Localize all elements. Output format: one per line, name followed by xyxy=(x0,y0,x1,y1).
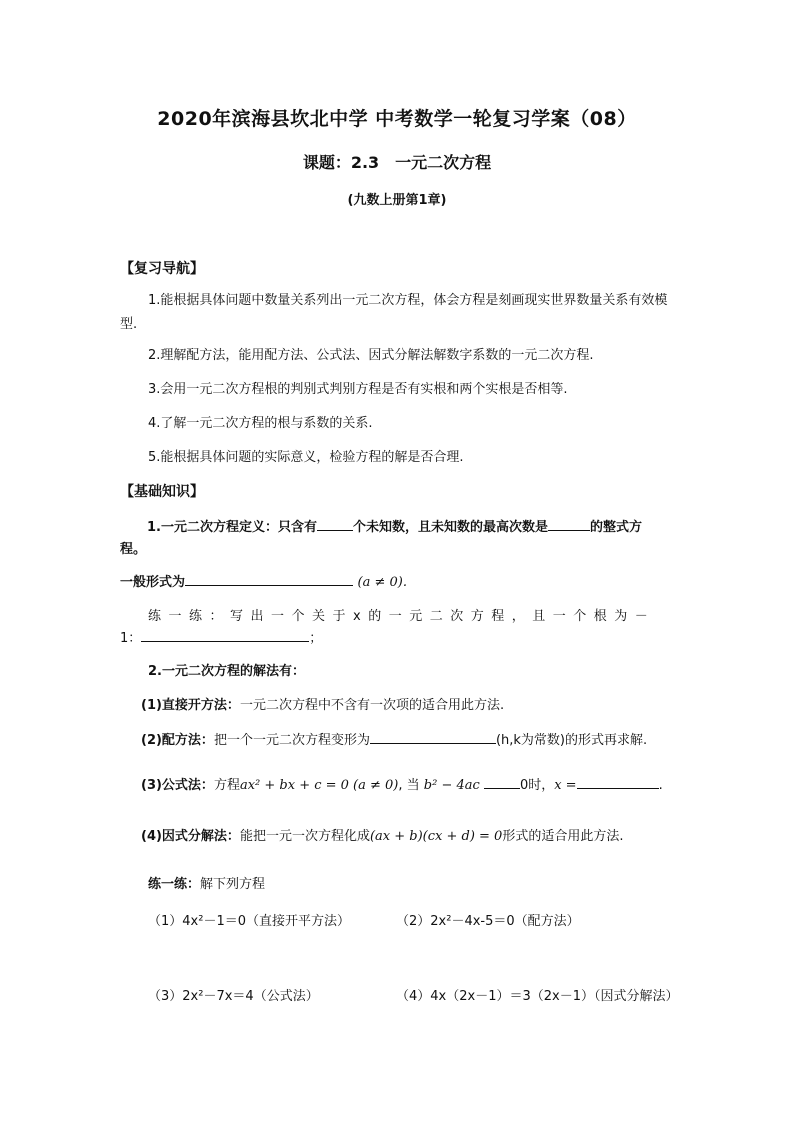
method-3-text-1: 方程 xyxy=(213,778,240,793)
basics-heading: 【基础知识】 xyxy=(120,484,204,500)
problem-1-method: （直接开平方法） xyxy=(246,914,351,929)
practice-one-end: ； xyxy=(309,631,323,646)
practice-one-line-2 xyxy=(120,627,322,646)
method-4 xyxy=(141,825,623,844)
problem-4 xyxy=(396,985,679,1004)
practice-one-prefix: 1： xyxy=(120,631,142,646)
general-form-line xyxy=(120,571,407,590)
page-title: 2020年滨海县坎北中学 中考数学一轮复习学案（08） xyxy=(157,108,637,130)
problem-3-equation: 2x²－7x＝4 xyxy=(182,989,254,1004)
method-3-blank-root[interactable] xyxy=(577,774,659,789)
review-item-3: 3.会用一元二次方程根的判别式判别方程是否有实根和两个实根是否相等. xyxy=(148,382,568,397)
method-2 xyxy=(141,729,647,748)
method-2-tail: (h,k为常数)的形式再求解. xyxy=(495,733,648,748)
general-form-blank[interactable] xyxy=(185,571,353,586)
method-1-text: 一元二次方程中不含有一次项的适合用此方法. xyxy=(239,698,505,713)
method-1-label: (1)直接开方法： xyxy=(141,698,240,713)
chapter-note: (九数上册第1章) xyxy=(347,193,447,208)
general-form-condition: (a ≠ 0). xyxy=(357,575,408,590)
method-3-end: . xyxy=(658,778,663,793)
definition-part-3: 的整式方 xyxy=(590,520,643,535)
method-3 xyxy=(141,774,663,793)
method-3-x: x = xyxy=(554,778,577,793)
method-3-blank-sign[interactable] xyxy=(484,774,520,789)
method-2-text: 把一个一元二次方程变形为 xyxy=(213,733,370,748)
method-1 xyxy=(141,694,504,713)
method-4-text-2: 形式的适合用此方法. xyxy=(502,829,624,844)
problem-2-method: （配方法） xyxy=(514,914,580,929)
review-guide-heading: 【复习导航】 xyxy=(120,261,204,277)
method-3-text-2: , 当 xyxy=(398,778,420,793)
review-item-5: 5.能根据具体问题的实际意义，检验方程的解是否合理. xyxy=(148,450,464,465)
definition-part-1: 1.一元二次方程定义：只含有 xyxy=(147,520,317,535)
problem-1-number: （1） xyxy=(148,914,183,929)
problem-4-equation: 4x（2x－1）＝3（2x－1） xyxy=(430,989,594,1004)
method-3-discriminant: b² − 4ac xyxy=(423,778,480,793)
problem-2-number: （2） xyxy=(396,914,431,929)
definition-part-2: 个未知数，且未知数的最高次数是 xyxy=(352,520,548,535)
method-2-label: (2)配方法： xyxy=(141,733,214,748)
problem-2 xyxy=(396,910,580,929)
definition-part-4: 程。 xyxy=(120,542,147,557)
lesson-subtitle: 课题：2.3 一元二次方程 xyxy=(302,153,492,172)
problem-1-equation: 4x²－1＝0 xyxy=(182,914,246,929)
review-item-2: 2.理解配方法，能用配方法、公式法、因式分解法解数字系数的一元二次方程. xyxy=(148,348,594,363)
problem-2-equation: 2x²－4x-5＝0 xyxy=(430,914,515,929)
general-form-label: 一般形式为 xyxy=(120,575,186,590)
method-2-blank[interactable] xyxy=(370,729,496,744)
definition-blank-count[interactable] xyxy=(317,516,353,531)
problem-3-method: （公式法） xyxy=(253,989,319,1004)
practice-two-intro: 解下列方程 xyxy=(200,877,266,892)
method-4-equation: (ax + b)(cx + d) = 0 xyxy=(369,829,503,844)
method-4-text-1: 能把一元一次方程化成 xyxy=(239,829,370,844)
problem-3 xyxy=(148,985,319,1004)
problem-4-number: （4） xyxy=(396,989,431,1004)
problem-1 xyxy=(148,910,350,929)
method-3-equation: ax² + bx + c = 0 (a ≠ 0) xyxy=(239,778,399,793)
review-item-1: 1.能根据具体问题中数量关系列出一元二次方程，体会方程是刻画现实世界数量关系有效模型. xyxy=(120,293,668,332)
practice-two-line xyxy=(148,873,265,892)
practice-one-blank[interactable] xyxy=(141,627,309,642)
method-3-label: (3)公式法： xyxy=(141,778,214,793)
problem-3-number: （3） xyxy=(148,989,183,1004)
method-3-text-3: 0时， xyxy=(519,778,555,793)
practice-one-line-1: 练一练：写出一个关于x的一元二次方程，且一个根为－ xyxy=(148,609,656,624)
practice-two-heading: 练一练： xyxy=(148,877,201,892)
problem-4-method: （因式分解法） xyxy=(594,989,679,1004)
review-item-4: 4.了解一元二次方程的根与系数的关系. xyxy=(148,416,373,431)
method-4-label: (4)因式分解法： xyxy=(141,829,240,844)
methods-heading: 2.一元二次方程的解法有： xyxy=(148,664,305,679)
definition-line xyxy=(147,516,642,535)
definition-blank-degree[interactable] xyxy=(548,516,590,531)
